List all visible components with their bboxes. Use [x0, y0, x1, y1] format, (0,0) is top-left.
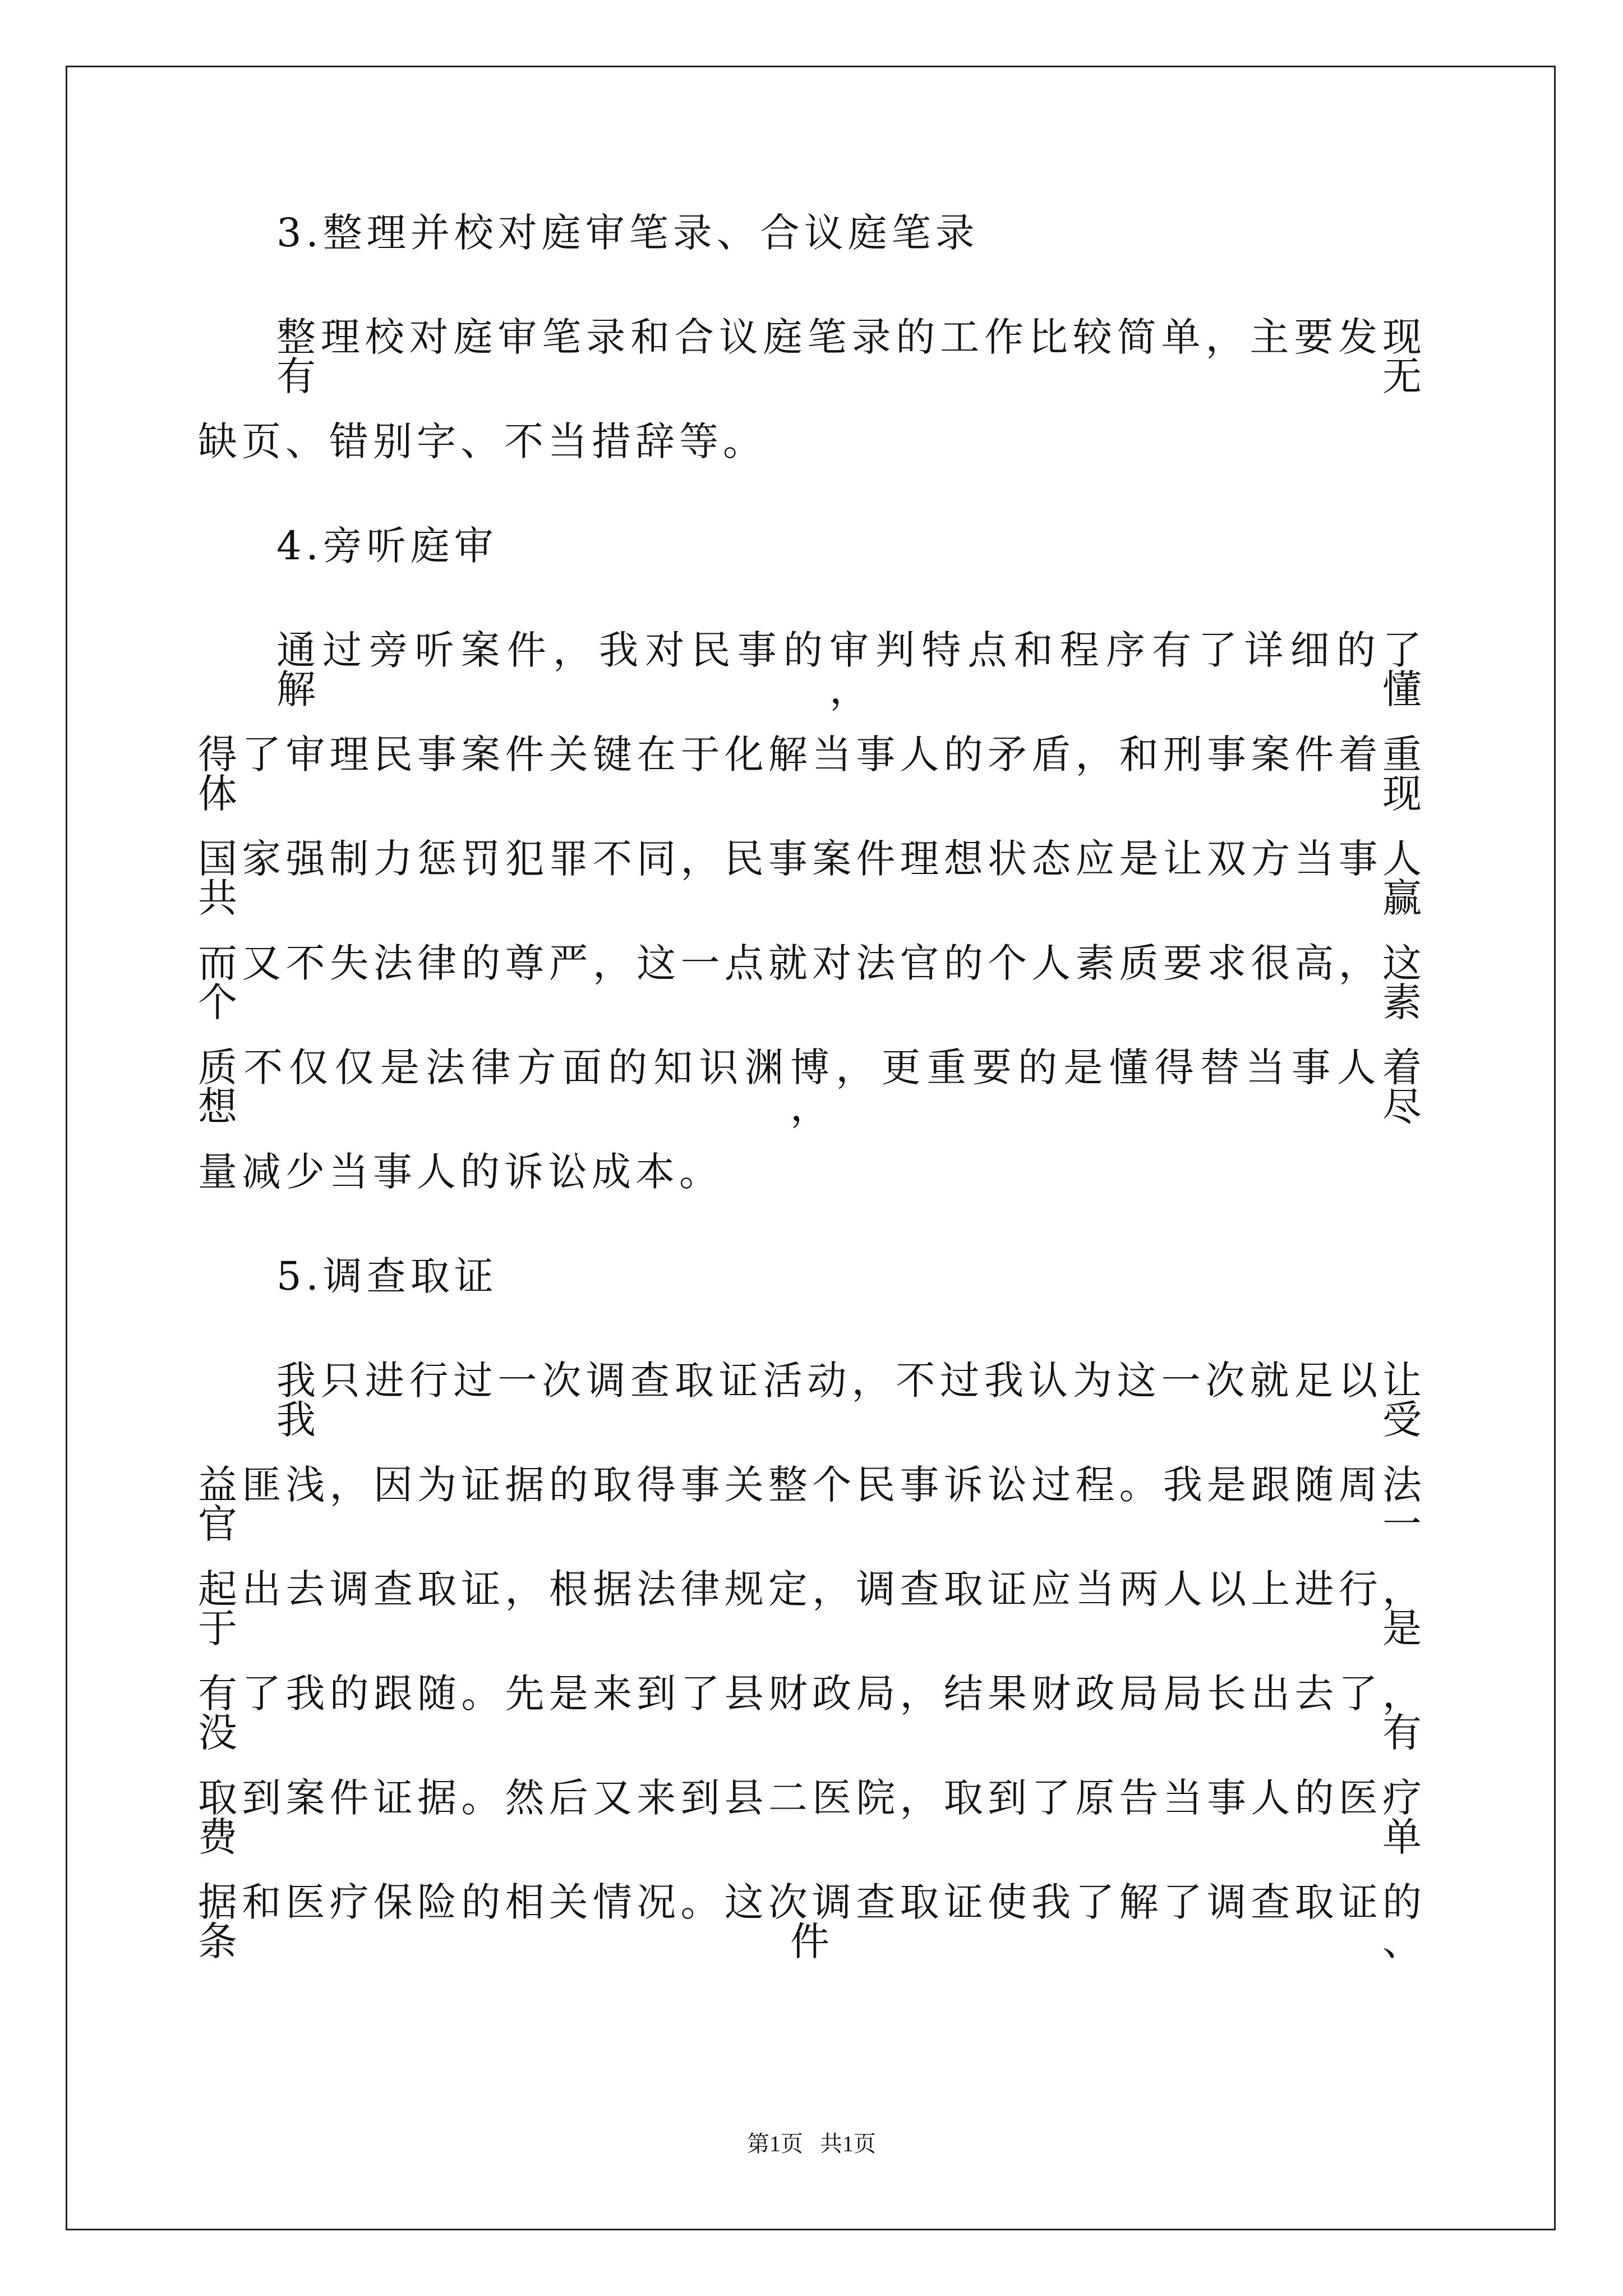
- paragraph-line: 量减少当事人的诉讼成本。: [198, 1149, 723, 1195]
- section-heading-3: 3.整理并校对庭审笔录、合议庭笔录: [276, 210, 979, 256]
- paragraph-line: 起出去调查取证，根据法律规定，调查取证应当两人以上进行，于是: [198, 1566, 1426, 1651]
- paragraph-line: 通过旁听案件，我对民事的审判特点和程序有了详细的了解，懂: [276, 627, 1426, 712]
- document-body: [198, 210, 1426, 1987]
- paragraph-line: 而又不失法律的尊严，这一点就对法官的个人素质要求很高，这个素: [198, 940, 1426, 1025]
- section-heading-5: 5.调查取证: [276, 1253, 498, 1299]
- paragraph-line: 据和医疗保险的相关情况。这次调查取证使我了解了调查取证的条件、: [198, 1879, 1426, 1964]
- paragraph-line: 国家强制力惩罚犯罪不同，民事案件理想状态应是让双方当事人共赢: [198, 836, 1426, 921]
- paragraph-line: 取到案件证据。然后又来到县二医院，取到了原告当事人的医疗费单: [198, 1775, 1426, 1860]
- paragraph-line: 得了审理民事案件关键在于化解当事人的矛盾，和刑事案件着重体现: [198, 731, 1426, 817]
- paragraph-line: 我只进行过一次调查取证活动，不过我认为这一次就足以让我受: [276, 1358, 1426, 1443]
- paragraph-line: 质不仅仅是法律方面的知识渊博，更重要的是懂得替当事人着想，尽: [198, 1045, 1426, 1130]
- page-number-footer: 第1页 共1页: [747, 2131, 876, 2156]
- paragraph-line: 缺页、错别字、不当措辞等。: [198, 418, 767, 464]
- paragraph-line: 有了我的跟随。先是来到了县财政局，结果财政局局长出去了，没有: [198, 1671, 1426, 1756]
- paragraph-line: 整理校对庭审笔录和合议庭笔录的工作比较简单，主要发现有无: [276, 314, 1426, 399]
- paragraph-line: 益匪浅，因为证据的取得事关整个民事诉讼过程。我是跟随周法官一: [198, 1462, 1426, 1547]
- section-heading-4: 4.旁听庭审: [276, 523, 498, 569]
